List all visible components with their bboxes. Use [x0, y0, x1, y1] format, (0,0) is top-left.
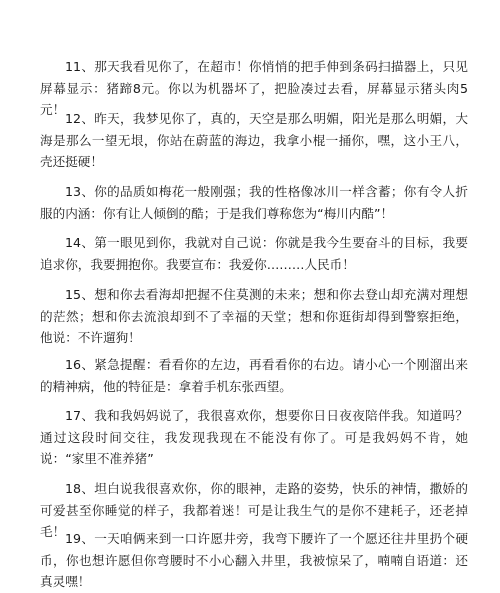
- paragraph-15: 15、想和你去看海却把握不住莫测的未来；想和你去登山却充满对理想的茫然；想和你去流浪却到不了幸福的天堂；想和你逛街却得到警察拒绝，他说：不许遛狗！: [40, 287, 468, 345]
- paragraph-13: 13、你的品质如梅花一般刚强；我的性格像冰川一样含蓄；你有令人折服的内涵：你有让人倾倒的酷；于是我们尊称您为“梅川内酷”！: [40, 184, 468, 221]
- paragraph-19: 19、一天咱俩来到一口许愿井旁，我弯下腰许了一个愿还往井里扔个硬币，你也想许愿但你弯腰时不小心翻入井里，我被惊呆了，喃喃自语道：还真灵嘿！: [40, 531, 468, 589]
- paragraph-12: 12、昨天，我梦见你了，真的，天空是那么明媚，阳光是那么明媚，大海是那么一望无垠，你站在蔚蓝的海边，我拿小棍一捅你，嘿，这小王八，壳还挺硬！: [40, 111, 468, 169]
- paragraph-16: 16、紧急提醒：看看你的左边，再看看你的右边。请小心一个刚溜出来的精神病，他的特征是：拿着手机东张西望。: [40, 357, 468, 394]
- paragraph-11: 11、那天我看见你了，在超市！你悄悄的把手伸到条码扫描器上，只见屏幕显示：猪蹄8元。你以为机器坏了，把脸凑过去看，屏幕显示猪头肉5元！: [40, 59, 468, 117]
- paragraph-18: 18、坦白说我很喜欢你，你的眼神，走路的姿势，快乐的神情，撒娇的可爱甚至你睡觉的样子，我都着迷！可是让我生气的是你不建耗子，还老掉毛！: [40, 481, 468, 539]
- paragraph-14: 14、第一眼见到你，我就对自己说：你就是我今生要奋斗的目标，我要追求你，我要拥抱你。我要宣布：我爱你………人民币！: [40, 235, 468, 272]
- paragraph-17: 17、我和我妈妈说了，我很喜欢你，想要你日日夜夜陪伴我。知道吗？通过这段时间交往，我发现我现在不能没有你了。可是我妈妈不肯，她说：“家里不准养猪”: [40, 408, 468, 466]
